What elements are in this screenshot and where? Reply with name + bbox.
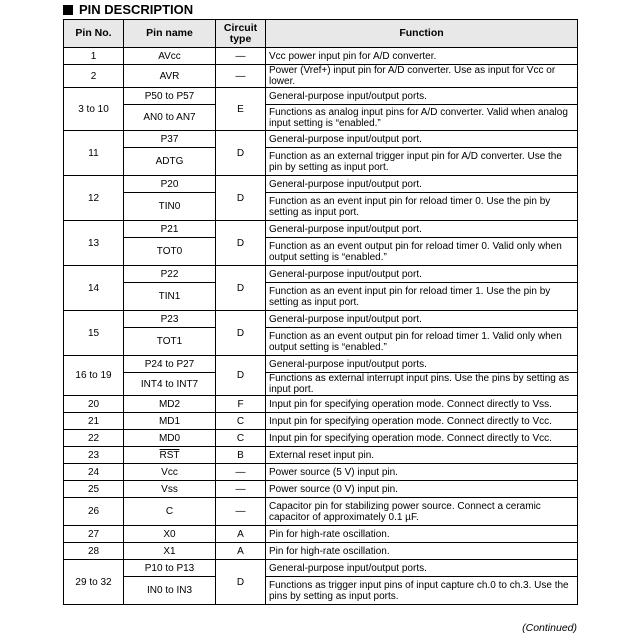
function-cell: General-purpose input/output ports. xyxy=(266,88,578,105)
table-row xyxy=(64,543,578,560)
table-row xyxy=(64,65,578,88)
function-cell: Functions as analog input pins for A/D converter. Valid when analog input setting is “enabled.” xyxy=(266,105,578,131)
pin-name-cell: P50 to P57 xyxy=(124,88,216,105)
function-cell: Functions as external interrupt input pins. Use the pins by setting as input port. xyxy=(266,373,578,396)
header-function: Function xyxy=(266,20,578,48)
function-cell: Functions as trigger input pins of input capture ch.0 to ch.3. Use the pins by setting as input ports. xyxy=(266,577,578,605)
pin-no-cell: 27 xyxy=(64,526,124,543)
pin-name-cell: Vcc xyxy=(124,464,216,481)
pin-name-cell: MD1 xyxy=(124,413,216,430)
pin-name-cell: ADTG xyxy=(124,148,216,176)
table-row xyxy=(64,193,578,221)
pin-no-cell: 22 xyxy=(64,430,124,447)
circuit-type-cell: D xyxy=(216,221,266,266)
circuit-type-cell: — xyxy=(216,48,266,65)
circuit-type-cell: — xyxy=(216,498,266,526)
pin-no-cell: 2 xyxy=(64,65,124,88)
circuit-type-cell: D xyxy=(216,266,266,311)
function-cell: General-purpose input/output port. xyxy=(266,131,578,148)
function-cell: Input pin for specifying operation mode. Connect directly to Vss. xyxy=(266,396,578,413)
pin-name-cell: P20 xyxy=(124,176,216,193)
header-circuit-type: Circuit type xyxy=(216,20,266,48)
table-header-row xyxy=(64,20,578,48)
pin-name-cell: TOT1 xyxy=(124,328,216,356)
pin-name-cell: P23 xyxy=(124,311,216,328)
function-cell: Function as an event input pin for reload timer 1. Use the pin by setting as input port. xyxy=(266,283,578,311)
pin-name-cell: TIN0 xyxy=(124,193,216,221)
table-row xyxy=(64,560,578,577)
header-pin-no: Pin No. xyxy=(64,20,124,48)
pin-name-cell: MD0 xyxy=(124,430,216,447)
circuit-type-cell: F xyxy=(216,396,266,413)
table-row xyxy=(64,176,578,193)
circuit-type-cell: — xyxy=(216,65,266,88)
table-row xyxy=(64,283,578,311)
table-row xyxy=(64,131,578,148)
function-cell: General-purpose input/output port. xyxy=(266,176,578,193)
pin-no-cell: 26 xyxy=(64,498,124,526)
pin-name-cell: P10 to P13 xyxy=(124,560,216,577)
function-cell: General-purpose input/output ports. xyxy=(266,356,578,373)
table-row xyxy=(64,48,578,65)
pin-no-cell: 1 xyxy=(64,48,124,65)
function-cell: Function as an event output pin for reload timer 0. Valid only when output setting is “enabled.” xyxy=(266,238,578,266)
continued-note: (Continued) xyxy=(522,622,577,634)
section-heading xyxy=(63,2,193,17)
function-cell: General-purpose input/output port. xyxy=(266,221,578,238)
pin-name-cell: C xyxy=(124,498,216,526)
reset-pin-name: $\overline{RST}$ xyxy=(159,449,180,461)
function-cell: General-purpose input/output ports. xyxy=(266,560,578,577)
circuit-type-cell: C xyxy=(216,413,266,430)
table-row xyxy=(64,356,578,373)
pin-name-cell: X1 xyxy=(124,543,216,560)
circuit-type-cell: D xyxy=(216,311,266,356)
circuit-type-cell: D xyxy=(216,356,266,396)
table-row xyxy=(64,526,578,543)
pin-name-cell: Vss xyxy=(124,481,216,498)
pin-name-cell: AN0 to AN7 xyxy=(124,105,216,131)
table-row xyxy=(64,373,578,396)
function-cell: Input pin for specifying operation mode. Connect directly to Vcc. xyxy=(266,430,578,447)
pin-name-cell: IN0 to IN3 xyxy=(124,577,216,605)
function-cell: General-purpose input/output port. xyxy=(266,311,578,328)
table-row xyxy=(64,447,578,464)
pin-name-cell: TOT0 xyxy=(124,238,216,266)
table-row xyxy=(64,238,578,266)
table-row xyxy=(64,498,578,526)
pin-no-cell: 23 xyxy=(64,447,124,464)
table-row xyxy=(64,105,578,131)
table-row xyxy=(64,430,578,447)
circuit-type-cell: A xyxy=(216,526,266,543)
circuit-type-cell: E xyxy=(216,88,266,131)
pin-no-cell: 15 xyxy=(64,311,124,356)
pin-name-cell: P37 xyxy=(124,131,216,148)
pin-no-cell: 3 to 10 xyxy=(64,88,124,131)
function-cell: Function as an event input pin for reload timer 0. Use the pin by setting as input port. xyxy=(266,193,578,221)
pin-no-cell: 14 xyxy=(64,266,124,311)
circuit-type-cell: — xyxy=(216,481,266,498)
function-cell: Function as an external trigger input pin for A/D converter. Use the pin by setting as input port. xyxy=(266,148,578,176)
pin-name-cell xyxy=(124,447,216,464)
function-cell: Vcc power input pin for A/D converter. xyxy=(266,48,578,65)
pin-no-cell: 12 xyxy=(64,176,124,221)
function-cell: Input pin for specifying operation mode. Connect directly to Vcc. xyxy=(266,413,578,430)
pin-no-cell: 11 xyxy=(64,131,124,176)
pin-no-cell: 24 xyxy=(64,464,124,481)
pin-name-cell: AVR xyxy=(124,65,216,88)
pin-name-cell: P21 xyxy=(124,221,216,238)
table-row xyxy=(64,148,578,176)
table-row xyxy=(64,311,578,328)
table-row xyxy=(64,413,578,430)
circuit-type-cell: A xyxy=(216,543,266,560)
pin-no-cell: 13 xyxy=(64,221,124,266)
table-row xyxy=(64,577,578,605)
header-pin-name: Pin name xyxy=(124,20,216,48)
table-row xyxy=(64,88,578,105)
table-row xyxy=(64,481,578,498)
circuit-type-cell: C xyxy=(216,430,266,447)
pin-no-cell: 16 to 19 xyxy=(64,356,124,396)
table-row xyxy=(64,464,578,481)
function-cell: Pin for high-rate oscillation. xyxy=(266,543,578,560)
pin-no-cell: 21 xyxy=(64,413,124,430)
function-cell: Capacitor pin for stabilizing power source. Connect a ceramic capacitor of approximately 0.1 µF. xyxy=(266,498,578,526)
table-row xyxy=(64,328,578,356)
circuit-type-cell: — xyxy=(216,464,266,481)
pin-no-cell: 28 xyxy=(64,543,124,560)
circuit-type-cell: B xyxy=(216,447,266,464)
pin-name-cell: TIN1 xyxy=(124,283,216,311)
pin-description-table xyxy=(63,19,578,605)
circuit-type-cell: D xyxy=(216,131,266,176)
table-row xyxy=(64,396,578,413)
pin-name-cell: INT4 to INT7 xyxy=(124,373,216,396)
function-cell: General-purpose input/output port. xyxy=(266,266,578,283)
pin-name-cell: AVcc xyxy=(124,48,216,65)
function-cell: Power source (5 V) input pin. xyxy=(266,464,578,481)
pin-no-cell: 29 to 32 xyxy=(64,560,124,605)
pin-name-cell: X0 xyxy=(124,526,216,543)
square-bullet-icon xyxy=(63,5,73,15)
function-cell: Function as an event output pin for reload timer 1. Valid only when output setting is “enabled.” xyxy=(266,328,578,356)
function-cell: External reset input pin. xyxy=(266,447,578,464)
function-cell: Pin for high-rate oscillation. xyxy=(266,526,578,543)
circuit-type-cell: D xyxy=(216,176,266,221)
circuit-type-cell: D xyxy=(216,560,266,605)
pin-name-cell: MD2 xyxy=(124,396,216,413)
function-cell: Power (Vref+) input pin for A/D converter. Use as input for Vcc or lower. xyxy=(266,65,578,88)
table-row xyxy=(64,266,578,283)
pin-name-cell: P22 xyxy=(124,266,216,283)
pin-no-cell: 25 xyxy=(64,481,124,498)
table-row xyxy=(64,221,578,238)
function-cell: Power source (0 V) input pin. xyxy=(266,481,578,498)
section-title: PIN DESCRIPTION xyxy=(79,2,194,17)
pin-name-cell: P24 to P27 xyxy=(124,356,216,373)
pin-no-cell: 20 xyxy=(64,396,124,413)
